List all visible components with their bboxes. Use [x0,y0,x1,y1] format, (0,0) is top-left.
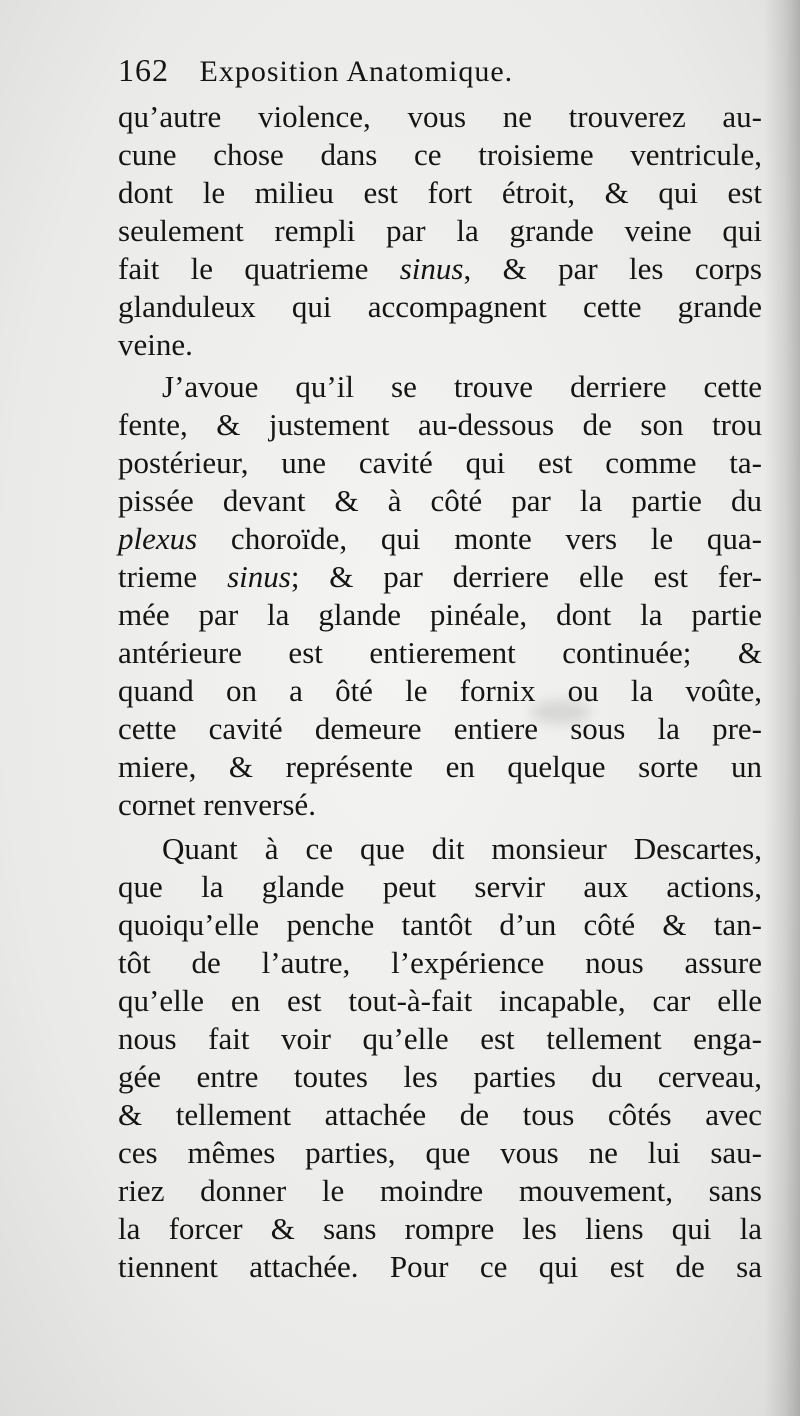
italic-term: sinus [399,251,464,286]
text-line: qu’elle en est tout-à-fait incapable, car elle [118,983,762,1018]
text-line: tôt de l’autre, l’expérience nous assure [118,945,762,980]
text-line: fente, & justement au-dessous de son trou [118,407,762,442]
text-line: glanduleux qui accompagnent cette grande [118,289,762,324]
page-number: 162 [118,52,169,88]
text-line: cornet renversé. [118,787,316,822]
text-line: dont le milieu est fort étroit, & qui est [118,175,762,210]
running-header [118,52,678,98]
text-line: quoiqu’elle penche tantôt d’un côté & tan- [118,907,762,942]
text-line: riez donner le moindre mouvement, sans [118,1173,762,1208]
text-line: gée entre toutes les parties du cerveau, [118,1059,762,1094]
italic-term: plexus [118,521,198,556]
page-gutter-shadow [764,0,800,1416]
text-line: trieme sinus; & par derriere elle est fer- [118,559,762,594]
text-line: la forcer & sans rompre les liens qui la [118,1211,762,1246]
text-line: qu’autre violence, vous ne trouverez au- [118,99,762,134]
paper-smudge [530,700,590,724]
running-title: Exposition Anatomique. [199,55,514,88]
text-line: cette cavité demeure entiere sous la pre- [118,711,762,746]
text-line: plexus choroïde, qui monte vers le qua- [118,521,762,556]
text-line: veine. [118,327,193,362]
paragraph-first-line: Quant à ce que dit monsieur Descartes, [162,831,762,866]
text-line: cune chose dans ce troisieme ventricule, [118,137,762,172]
paragraph-first-line: J’avoue qu’il se trouve derriere cette [162,369,762,404]
text-line: seulement rempli par la grande veine qui [118,213,762,248]
text-line: fait le quatrieme sinus, & par les corps [118,251,762,286]
text-line: pissée devant & à côté par la partie du [118,483,762,518]
text-line: que la glande peut servir aux actions, [118,869,762,904]
italic-term: sinus [227,559,291,594]
text-line: quand on a ôté le fornix ou la voûte, [118,673,762,708]
text-line: miere, & représente en quelque sorte un [118,749,762,784]
text-line: & tellement attachée de tous côtés avec [118,1097,762,1132]
text-line: postérieur, une cavité qui est comme ta- [118,445,762,480]
text-line: ces mêmes parties, que vous ne lui sau- [118,1135,762,1170]
text-line: tiennent attachée. Pour ce qui est de sa [118,1249,762,1284]
text-line: mée par la glande pinéale, dont la partie [118,597,762,632]
text-line: antérieure est entierement continuée; & [118,635,762,670]
text-line: nous fait voir qu’elle est tellement enga- [118,1021,762,1056]
